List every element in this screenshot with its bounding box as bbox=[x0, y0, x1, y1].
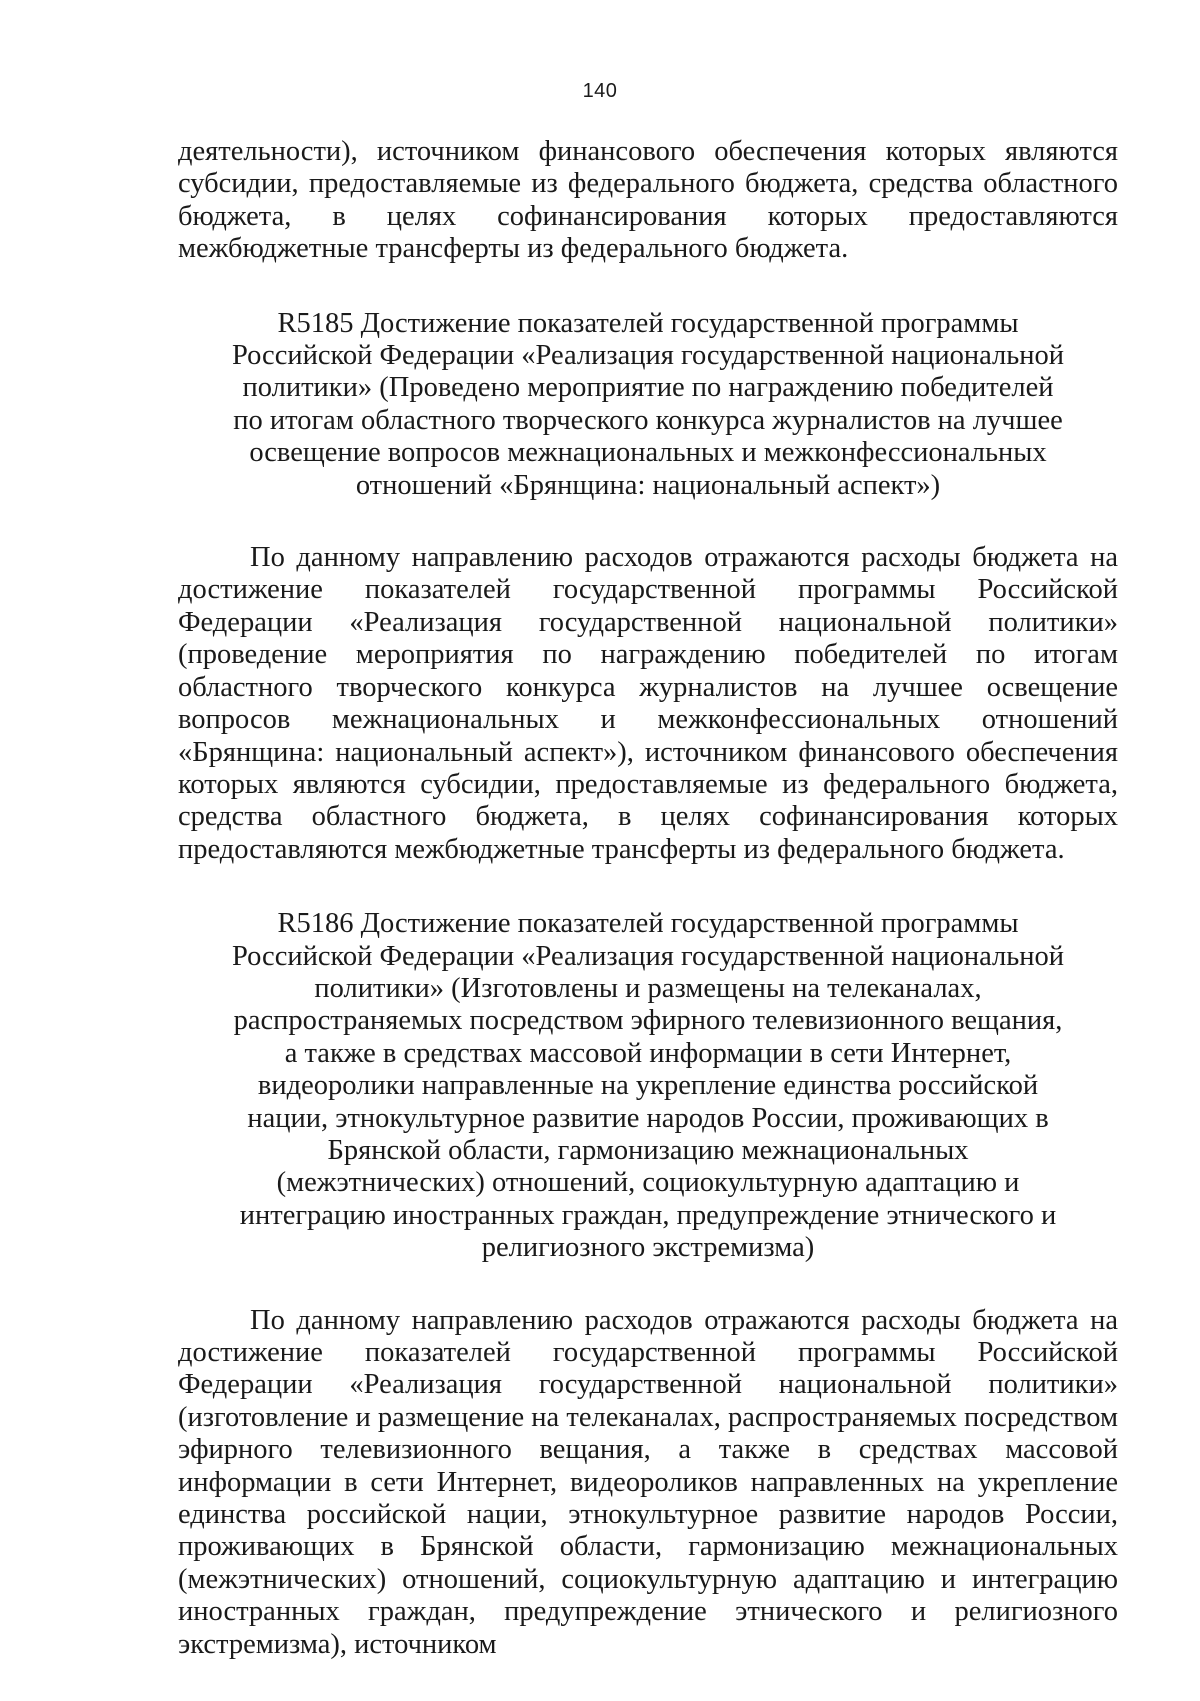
section-heading-r5186: R5186 Достижение показателей государственной программы Российской Федерации «Реализация государственной национальной политики» (Изготовлены и размещены на телеканалах, распространяемых посредством эфирного телевизионного вещания, а также в средствах массовой информации в сети Интернет, видеоролики направленные на укрепление единства российской нации, этнокультурное развитие народов России, проживающих в Брянской области, гармонизацию межнациональных (межэтнических) отношений, социокультурную адаптацию и интеграцию иностранных граждан, предупреждение этнического и религиозного экстремизма) bbox=[231, 908, 1065, 1264]
spacer bbox=[178, 266, 1118, 308]
section-body-r5185: По данному направлению расходов отражаются расходы бюджета на достижение показателей государственной программы Российской Федерации «Реализация государственной национальной политики» (проведение мероприятия по награждению победителей по итогам областного творческого конкурса журналистов на лучшее освещение вопросов межнациональных и межконфессиональных отношений «Брянщина: национальный аспект»), источником финансового обеспечения которых являются субсидии, предоставляемые из федерального бюджета, средства областного бюджета, в целях софинансирования которых предоставляются межбюджетные трансферты из федерального бюджета. bbox=[178, 542, 1118, 865]
spacer bbox=[178, 502, 1118, 542]
spacer bbox=[178, 866, 1118, 908]
page-number: 140 bbox=[582, 80, 618, 102]
paragraph-continuation: деятельности), источником финансового обеспечения которых являются субсидии, предоставляемые из федерального бюджета, средства областного бюджета, в целях софинансирования которых предоставляются межбюджетные трансферты из федерального бюджета. bbox=[178, 136, 1118, 265]
section-body-r5186: По данному направлению расходов отражаются расходы бюджета на достижение показателей государственной программы Российской Федерации «Реализация государственной национальной политики» (изготовление и размещение на телеканалах, распространяемых посредством эфирного телевизионного вещания, а также в средствах массовой информации в сети Интернет, видеороликов направленных на укрепление единства российской нации, этнокультурное развитие народов России, проживающих в Брянской области, гармонизацию межнациональных (межэтнических) отношений, социокультурную адаптацию и интеграцию иностранных граждан, предупреждение этнического и религиозного экстремизма), источником bbox=[178, 1304, 1118, 1660]
document-body bbox=[178, 136, 1118, 1661]
section-heading-r5185: R5185 Достижение показателей государственной программы Российской Федерации «Реализация государственной национальной политики» (Проведено мероприятие по награждению победителей по итогам областного творческого конкурса журналистов на лучшее освещение вопросов межнациональных и межконфессиональных отношений «Брянщина: национальный аспект») bbox=[231, 307, 1065, 501]
spacer bbox=[178, 1265, 1118, 1305]
